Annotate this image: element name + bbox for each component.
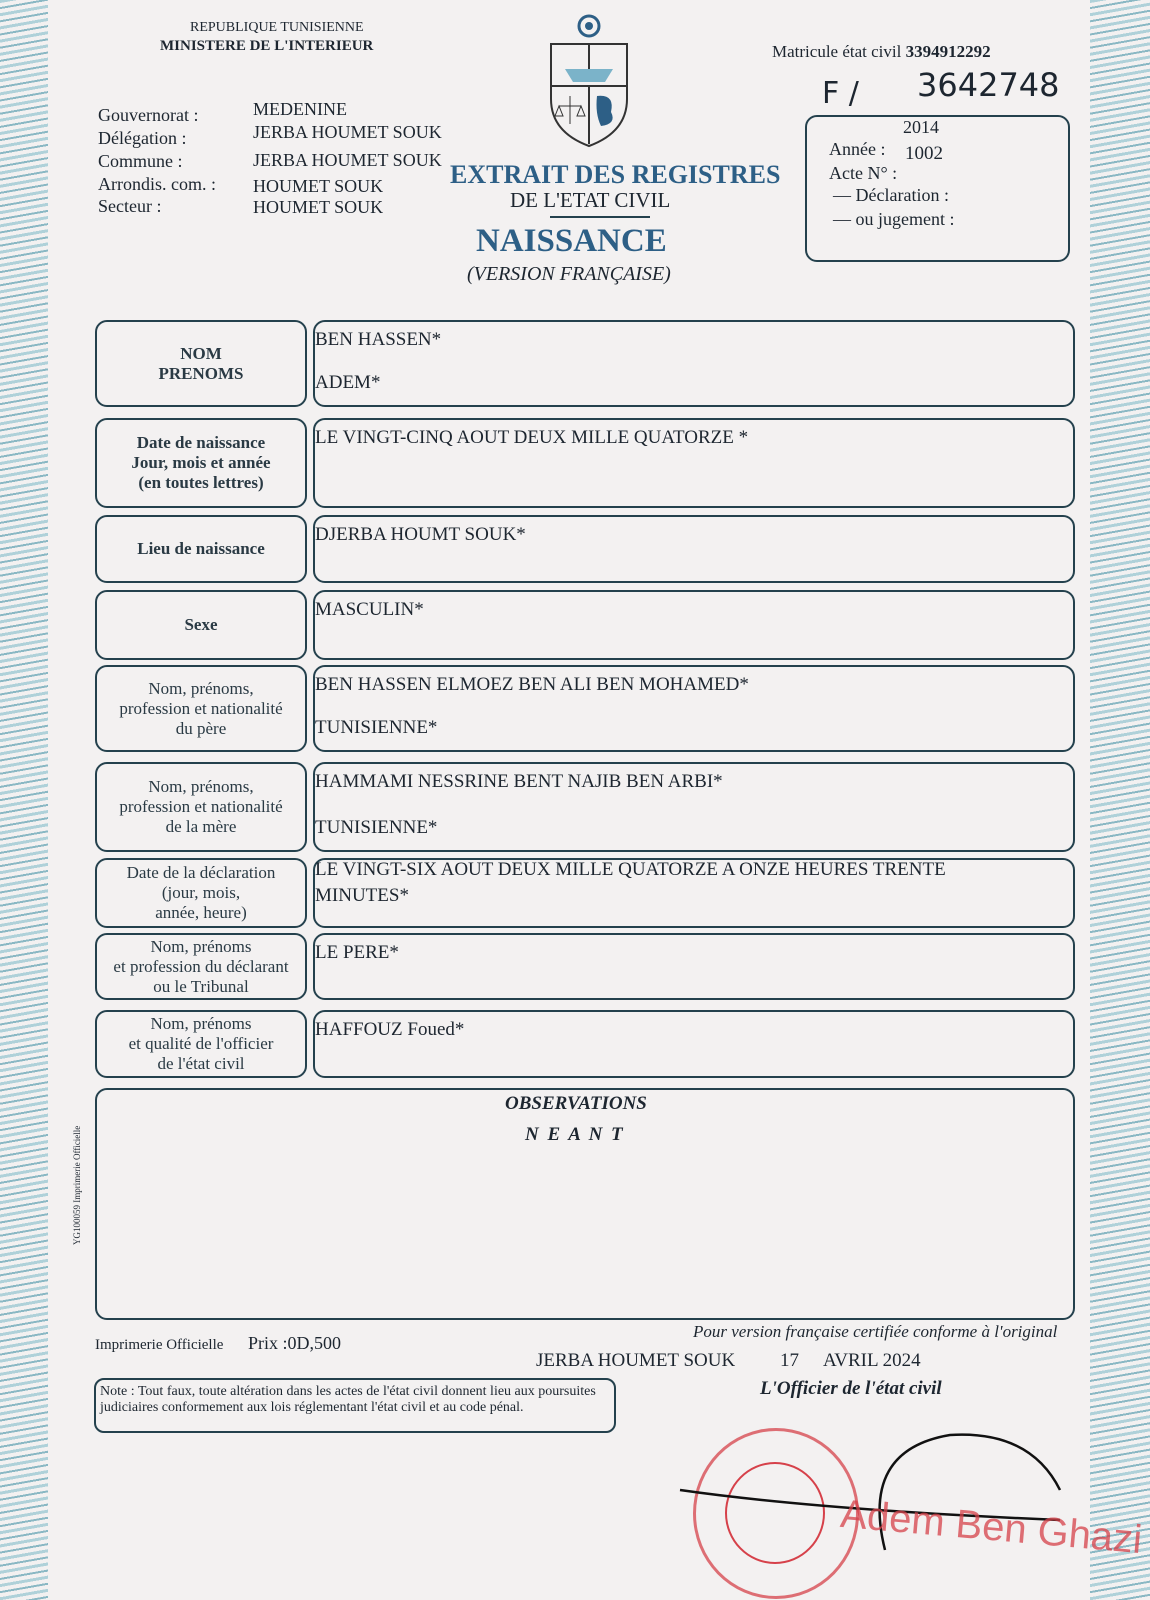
row-value: MINUTES* <box>315 885 409 906</box>
side-print: YG100059 Imprimerie Officielle <box>72 1125 82 1245</box>
row-value-box <box>313 515 1075 583</box>
row-value: LE PERE* <box>315 942 399 963</box>
matricule <box>772 42 991 62</box>
republic-label: REPUBLIQUE TUNISIENNE <box>190 20 364 35</box>
title-divider <box>550 216 650 218</box>
row-label: Lieu de naissance <box>95 515 307 583</box>
price-label: Prix :0D,500 <box>248 1333 342 1353</box>
certified-label: Pour version française certifiée conforme à l'original <box>693 1322 1058 1341</box>
row-value: MASCULIN* <box>315 599 424 620</box>
jugement-label: — ou jugement : <box>833 209 955 229</box>
row-value: BEN HASSEN ELMOEZ BEN ALI BEN MOHAMED* <box>315 674 749 695</box>
row-value-box <box>313 320 1075 407</box>
row-value: TUNISIENNE* <box>315 817 438 838</box>
row-value-box <box>313 590 1075 660</box>
row-value-box <box>313 665 1075 752</box>
row-value-box <box>313 1010 1075 1078</box>
acte-value: 1002 <box>905 143 943 164</box>
serial-number: 3642748 <box>917 66 1060 104</box>
place-label: JERBA HOUMET SOUK <box>536 1350 736 1371</box>
admin-value: HOUMET SOUK <box>253 197 384 217</box>
admin-label: Délégation : <box>98 128 187 148</box>
row-value: LE VINGT-SIX AOUT DEUX MILLE QUATORZE A ONZE HEURES TRENTE <box>315 859 946 880</box>
observations-value: N E A N T <box>525 1124 625 1145</box>
row-label: Nom, prénoms et qualité de l'officier de l'état civil <box>95 1010 307 1078</box>
version-label: (VERSION FRANÇAISE) <box>467 263 671 285</box>
row-label: Sexe <box>95 590 307 660</box>
matricule-value: 3394912292 <box>905 42 991 61</box>
row-value: HAFFOUZ Foued* <box>315 1019 465 1040</box>
officer-label: L'Officier de l'état civil <box>760 1378 942 1399</box>
admin-label: Commune : <box>98 151 183 171</box>
row-value: LE VINGT-CINQ AOUT DEUX MILLE QUATORZE * <box>315 427 749 448</box>
security-border-right <box>1090 0 1150 1600</box>
title-line1: EXTRAIT DES REGISTRES <box>450 160 781 189</box>
row-value-box <box>313 418 1075 508</box>
serial-prefix: F / <box>822 76 859 111</box>
row-value-box <box>313 933 1075 1000</box>
observations-box <box>95 1088 1075 1320</box>
declaration-label: — Déclaration : <box>833 185 949 205</box>
annee-label: Année : <box>829 139 886 159</box>
coat-of-arms-emblem <box>545 14 633 149</box>
row-value: BEN HASSEN* <box>315 329 442 350</box>
observations-label: OBSERVATIONS <box>505 1093 647 1114</box>
row-value: ADEM* <box>315 372 381 393</box>
row-label: Nom, prénoms, profession et nationalité du père <box>95 665 307 752</box>
row-value-box <box>313 762 1075 852</box>
row-value: DJERBA HOUMT SOUK* <box>315 524 526 545</box>
admin-value: HOUMET SOUK <box>253 176 384 196</box>
row-label: Date de la déclaration (jour, mois, année, heure) <box>95 858 307 928</box>
security-border-left <box>0 0 48 1600</box>
admin-label: Arrondis. com. : <box>98 174 216 194</box>
admin-label: Gouvernorat : <box>98 105 199 125</box>
month-year-label: AVRIL 2024 <box>823 1350 921 1371</box>
admin-value: JERBA HOUMET SOUK <box>253 122 442 142</box>
day-label: 17 <box>780 1350 799 1371</box>
admin-label: Secteur : <box>98 196 162 216</box>
acte-box <box>805 115 1070 262</box>
row-label: NOM PRENOMS <box>95 320 307 407</box>
matricule-label: Matricule état civil <box>772 42 902 61</box>
ministry-label: MINISTERE DE L'INTERIEUR <box>160 38 374 54</box>
admin-value: MEDENINE <box>253 99 347 119</box>
acte-label: Acte N° : <box>829 163 898 183</box>
row-value: TUNISIENNE* <box>315 717 438 738</box>
row-label: Date de naissance Jour, mois et année (en toutes lettres) <box>95 418 307 508</box>
title-line2: DE L'ETAT CIVIL <box>510 188 671 212</box>
row-label: Nom, prénoms, profession et nationalité de la mère <box>95 762 307 852</box>
row-label: Nom, prénoms et profession du déclarant ou le Tribunal <box>95 933 307 1000</box>
row-value-box <box>313 858 1075 928</box>
admin-value: JERBA HOUMET SOUK <box>253 150 442 170</box>
legal-note-text: Note : Tout faux, toute altération dans les actes de l'état civil donnent lieu aux poursuites judiciaires conformement aux lois réglementant l'état civil et au code pénal. <box>100 1384 596 1415</box>
document-type-title: NAISSANCE <box>476 223 667 259</box>
annee-value: 2014 <box>903 117 939 137</box>
row-value: HAMMAMI NESSRINE BENT NAJIB BEN ARBI* <box>315 771 723 792</box>
officer-name-stamp: Adem Ben Ghazi <box>838 1491 1144 1563</box>
printer-label: Imprimerie Officielle <box>95 1337 224 1353</box>
legal-note <box>94 1378 616 1433</box>
